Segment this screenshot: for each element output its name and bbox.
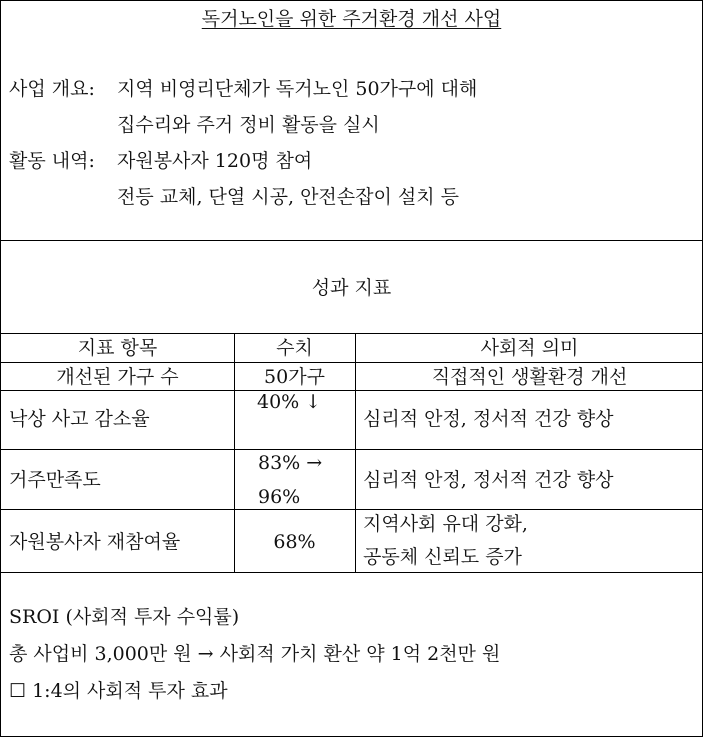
- activity-line-2: 전등 교체, 단열 시공, 안전손잡이 설치 등: [117, 186, 459, 208]
- divider-table-end: [1, 572, 702, 573]
- performance-heading: 성과 지표: [311, 277, 392, 299]
- overview-summary-row-2: [9, 107, 694, 143]
- overview-activity-row-2: [9, 179, 694, 215]
- row-4-value: 68%: [273, 531, 316, 553]
- summary-label: 사업 개요:: [9, 78, 95, 100]
- divider-overview: [1, 240, 702, 241]
- overview-activity-row: [9, 143, 694, 179]
- row-3-item: 거주만족도: [9, 469, 101, 491]
- row-2-value: 40% ↓: [257, 391, 322, 413]
- sroi-line-2: ☐ 1:4의 사회적 투자 효과: [9, 680, 228, 702]
- row-1-item: 개선된 가구 수: [56, 366, 179, 388]
- row-4-item: 자원봉사자 재참여율: [9, 531, 181, 553]
- document-title-text: 독거노인을 위한 주거환경 개선 사업: [201, 8, 502, 30]
- divider-row-2: [1, 449, 702, 450]
- header-item: 지표 항목: [77, 337, 158, 359]
- header-meaning: 사회적 의미: [480, 337, 579, 359]
- divider-row-3: [1, 509, 702, 510]
- project-overview: [9, 71, 694, 215]
- row-3-value-line-1: 83% →: [258, 452, 323, 474]
- row-4-meaning-line-2: 공동체 신뢰도 증가: [363, 546, 522, 568]
- overview-summary-row: [9, 71, 694, 107]
- activity-label: 활동 내역:: [9, 150, 95, 172]
- row-3-value-line-2: 96%: [258, 486, 301, 508]
- activity-line-1: 자원봉사자 120명 참여: [117, 150, 313, 172]
- row-2-item: 낙상 사고 감소율: [9, 408, 150, 430]
- sroi-section: [9, 599, 694, 710]
- document-title: [1, 5, 702, 33]
- row-4-meaning-line-1: 지역사회 유대 강화,: [363, 513, 528, 535]
- row-1-meaning: 직접적인 생활환경 개선: [431, 366, 628, 388]
- summary-line-2: 집수리와 주거 정비 활동을 실시: [117, 114, 380, 136]
- sroi-line-1: 총 사업비 3,000만 원 → 사회적 가치 환산 약 1억 2천만 원: [9, 643, 501, 665]
- header-value: 수치: [276, 337, 313, 359]
- sroi-heading: SROI (사회적 투자 수익률): [9, 606, 240, 628]
- row-2-meaning: 심리적 안정, 정서적 건강 향상: [363, 408, 614, 430]
- row-1-value: 50가구: [264, 366, 325, 388]
- summary-line-1: 지역 비영리단체가 독거노인 50가구에 대해: [117, 78, 478, 100]
- row-3-meaning: 심리적 안정, 정서적 건강 향상: [363, 469, 614, 491]
